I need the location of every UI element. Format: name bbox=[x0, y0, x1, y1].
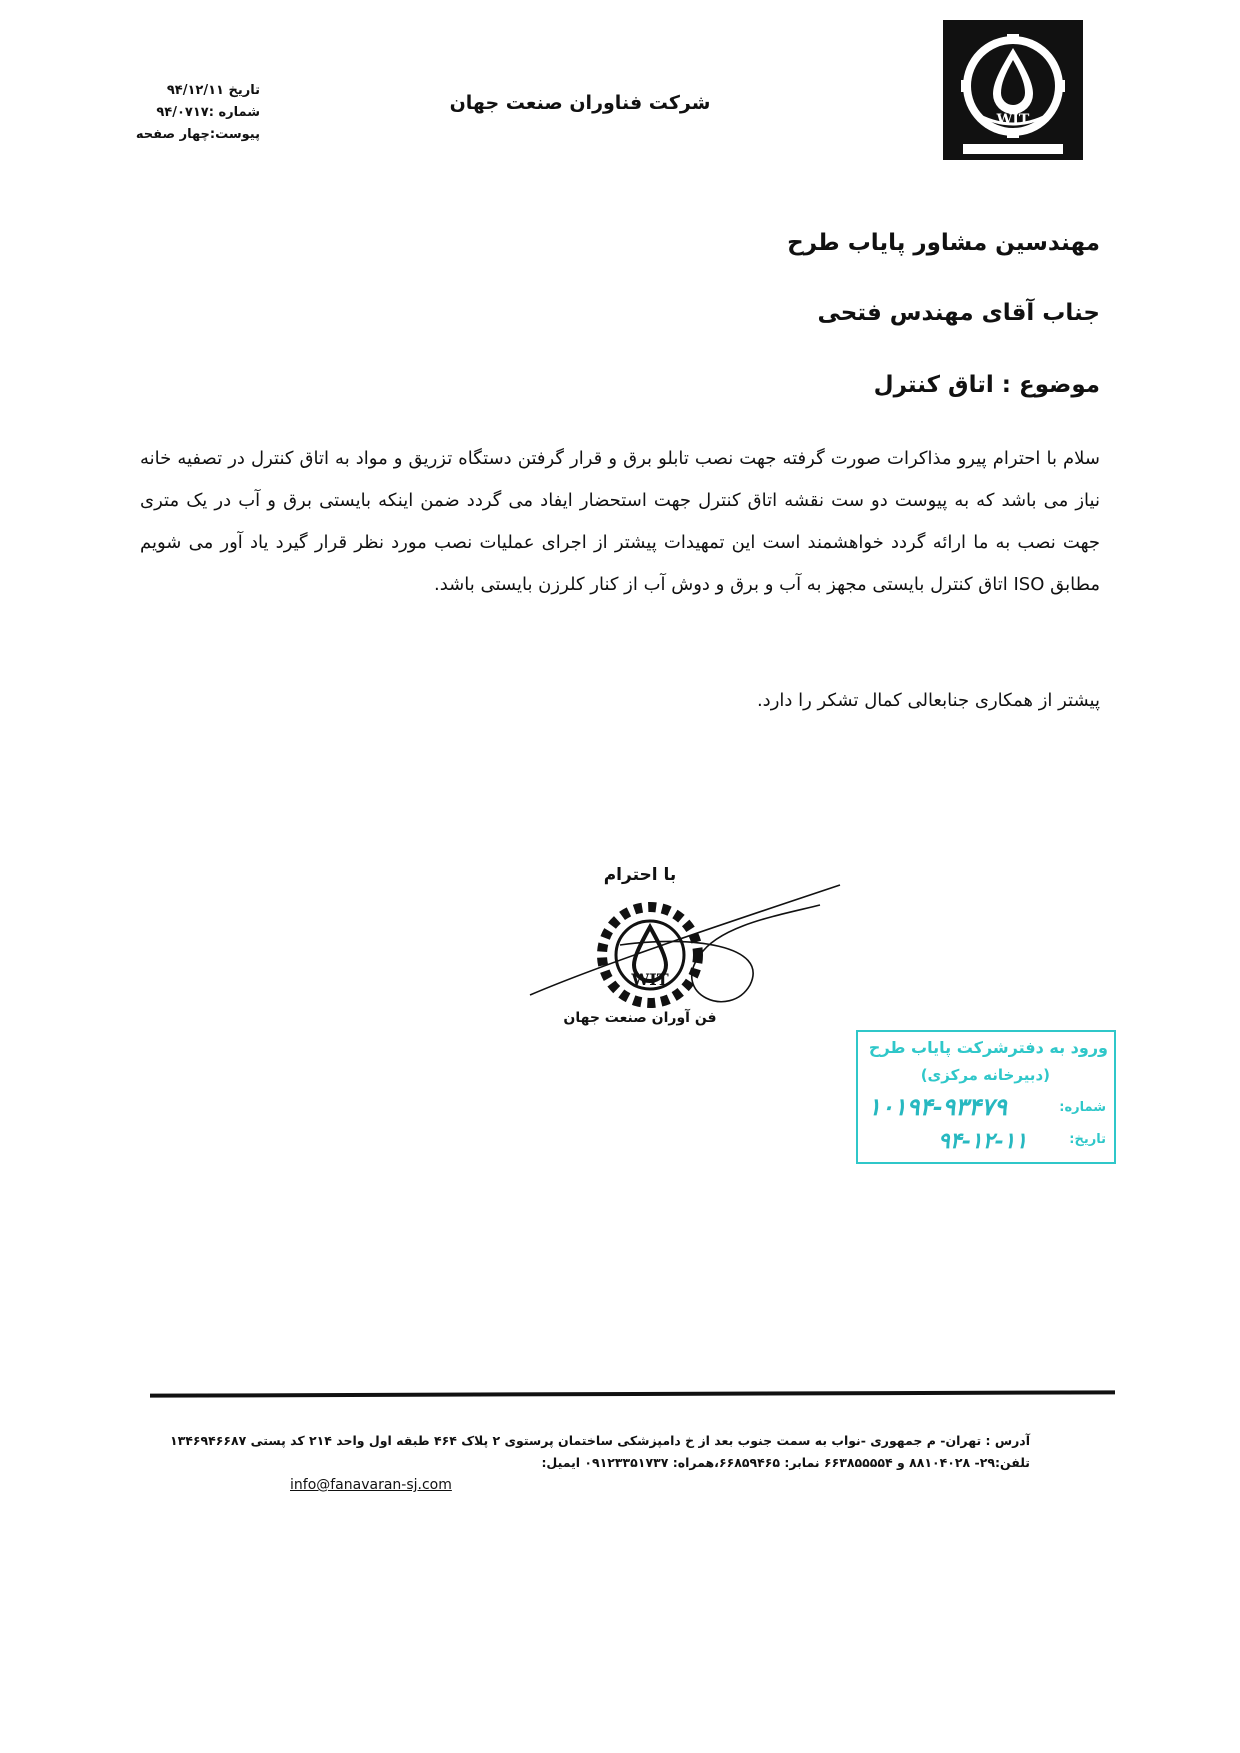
stamp-subtitle: (دبیرخانه مرکزی) bbox=[920, 1066, 1050, 1084]
footer-email-link[interactable]: info@fanavaran-sj.com bbox=[290, 1477, 452, 1493]
footer-divider bbox=[150, 1390, 1115, 1397]
stamp-number-value: ۱۰۱۹۴-۹۳۴۷۹ bbox=[868, 1092, 1007, 1121]
footer bbox=[150, 1430, 1030, 1493]
letter-number: شماره :۹۴/۰۷۱۷ bbox=[156, 105, 260, 120]
letter-attachment: پیوست:چهار صفحه bbox=[135, 127, 260, 142]
letter-date: تاریخ ۹۴/۱۲/۱۱ bbox=[166, 83, 260, 98]
logo-text: WIT bbox=[996, 112, 1030, 128]
stamp-date-label: تاریخ: bbox=[1069, 1132, 1106, 1147]
company-logo bbox=[943, 20, 1083, 160]
letter-body: سلام با احترام پیرو مذاکرات صورت گرفته جهت نصب تابلو برق و قرار گرفتن دستگاه تزریق و مواد به اتاق کنترل در تصفیه خانه نیاز می باشد که به پیوست دو ست نقشه اتاق کنترل جهت استحضار ایفاد می گردد ضمن اینکه بایستی برق و آب در یک متری جهت نصب به ما ارائه گردد خواهشمند است این تمهیدات پیشتر از اجرای عملیات نصب مورد نظر قرار گیرد یاد آور می شویم مطابق ISO اتاق کنترل بایستی مجهز به آب و برق و دوش آب از کنار کلرزن بایستی باشد. bbox=[140, 448, 1100, 595]
seal-text: WIT bbox=[631, 970, 669, 989]
stamp-date-value: ۹۴-۱۲-۱۱ bbox=[938, 1128, 1028, 1154]
footer-phones: تلفن:۲۹- ۸۸۱۰۴۰۲۸ و ۶۶۳۸۵۵۵۵۴ نمابر: ۶۶۸۵۹۴۶۵،همراه: ۰۹۱۲۳۳۵۱۷۳۷ ایمیل: bbox=[541, 1455, 1030, 1470]
footer-address: آدرس : تهران- م جمهوری -نواب به سمت جنوب بعد از خ دامپزشکی ساختمان پرستوی ۲ پلاک ۴۶۴ طبقه اول واحد ۲۱۴ کد پستی ۱۳۴۶۹۴۶۶۸۷ bbox=[170, 1433, 1030, 1448]
letter-subject: موضوع : اتاق کنترل bbox=[873, 372, 1100, 398]
signature-company: فن آوران صنعت جهان bbox=[563, 1010, 717, 1026]
company-name: شرکت فناوران صنعت جهان bbox=[449, 92, 711, 114]
letter-closing: پیشتر از همکاری جنابعالی کمال تشکر را دارد. bbox=[756, 690, 1100, 711]
letter-meta bbox=[120, 80, 260, 146]
stamp-number-label: شماره: bbox=[1059, 1100, 1106, 1115]
signature-regards: با احترام bbox=[603, 865, 677, 885]
recipient-organization: مهندسین مشاور پایاب طرح bbox=[787, 230, 1100, 256]
receipt-stamp bbox=[856, 1030, 1116, 1164]
stamp-title: ورود به دفترشرکت پایاب طرح bbox=[868, 1038, 1108, 1057]
recipient-person: جناب آقای مهندس فتحی bbox=[817, 300, 1100, 326]
